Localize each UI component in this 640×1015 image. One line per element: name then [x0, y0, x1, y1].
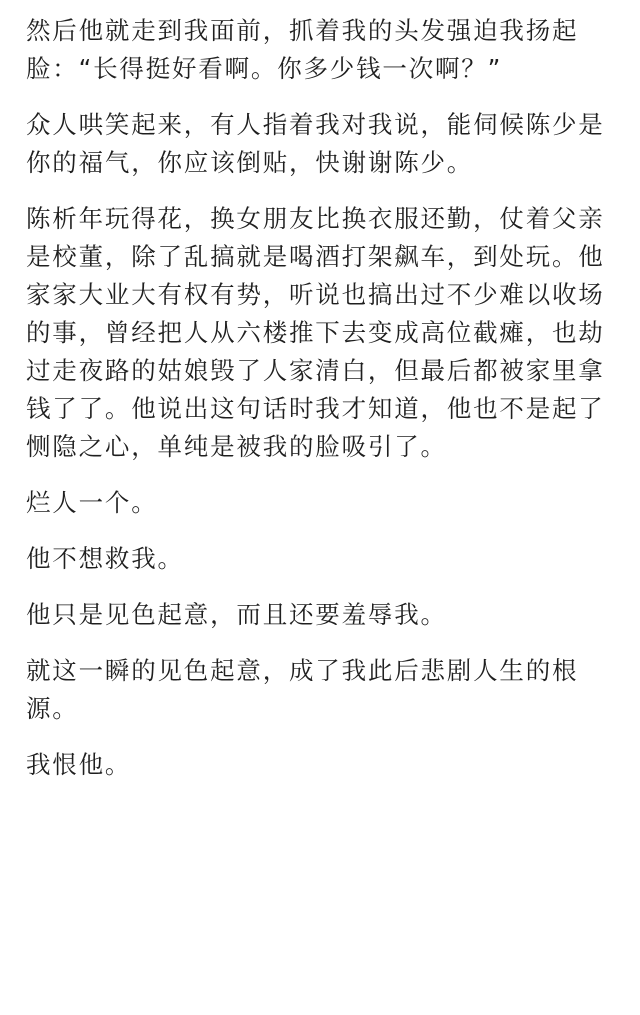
- paragraph: 烂人一个。: [26, 488, 158, 517]
- paragraph: 他只是见色起意，而且还要羞辱我。: [26, 600, 447, 629]
- paragraph: 他不想救我。: [26, 544, 184, 573]
- paragraph: 众人哄笑起来，有人指着我对我说，能伺候陈少是你的福气，你应该倒贴，快谢谢陈少。: [26, 110, 605, 177]
- paragraph: 就这一瞬的见色起意，成了我此后悲剧人生的根源。: [26, 656, 579, 723]
- paragraph: 然后他就走到我面前，抓着我的头发强迫我扬起脸：“长得挺好看啊。你多少钱一次啊？”: [26, 16, 579, 83]
- paragraph: 陈析年玩得花，换女朋友比换衣服还勤，仗着父亲是校董，除了乱搞就是喝酒打架飙车，到处玩。他家家大业大有权有势，听说也搞出过不少难以收场的事，曾经把人从六楼推下去变成高位截瘫，也劫过走夜路的姑娘毁了人家清白，但最后都被家里拿钱了了。他说出这句话时我才知道，他也不是起了恻隐之心，单纯是被我的脸吸引了。: [26, 204, 605, 461]
- paragraph: 我恨他。: [26, 750, 132, 779]
